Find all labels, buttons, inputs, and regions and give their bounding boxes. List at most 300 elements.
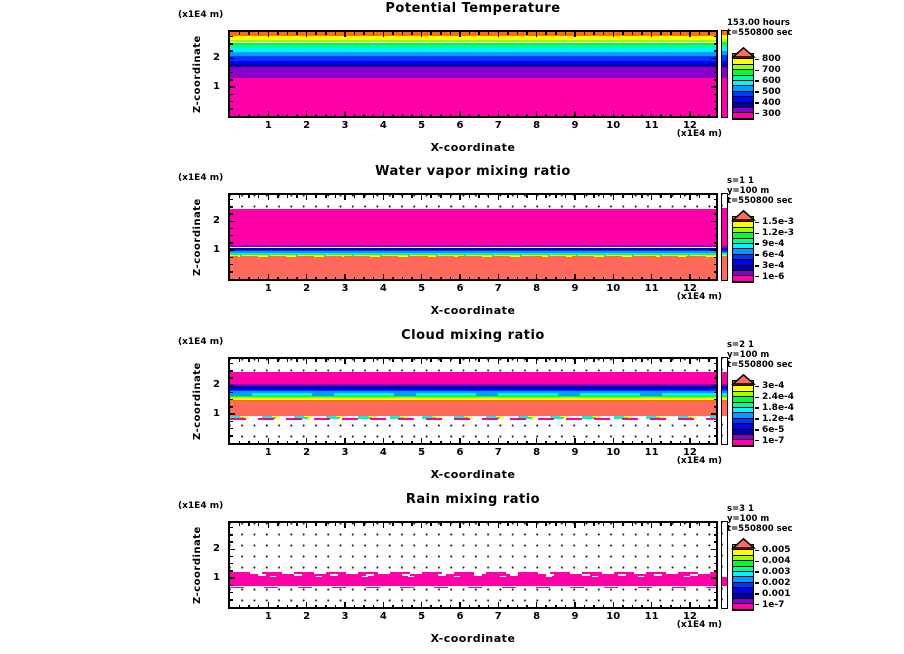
- y-tick-label: 2: [213, 543, 220, 555]
- x-tick-label: 8: [533, 611, 541, 622]
- axis-tick: [714, 213, 717, 215]
- axis-tick: [363, 114, 365, 117]
- axis-tick: [277, 523, 279, 526]
- axis-tick: [230, 58, 235, 60]
- axis-tick: [603, 114, 605, 117]
- axis-tick: [344, 32, 346, 37]
- axis-tick: [459, 32, 461, 37]
- axis-tick: [622, 605, 624, 608]
- x-tick-label: 3: [341, 120, 349, 131]
- axis-tick: [277, 114, 279, 117]
- y-tick-label: 1: [213, 81, 220, 93]
- contour-band: [230, 67, 716, 78]
- axis-tick: [239, 359, 241, 362]
- axis-tick: [392, 195, 394, 198]
- colorbar-label: 1.8e-4: [762, 403, 795, 414]
- colorbar-tick: [755, 113, 759, 115]
- axis-tick: [230, 221, 235, 223]
- axis-tick: [344, 523, 346, 528]
- profile-band: [722, 372, 727, 384]
- axis-tick: [450, 114, 452, 117]
- colorbar-tick: [755, 254, 759, 256]
- x-tick-label: 11: [644, 611, 659, 622]
- legend-line: t=550800 sec: [727, 28, 793, 38]
- axis-tick: [459, 274, 461, 279]
- axis-tick: [651, 274, 653, 279]
- colorbar-tick: [755, 561, 759, 563]
- profile-band: [722, 67, 727, 78]
- colorbar: [732, 544, 791, 611]
- axis-tick: [536, 32, 538, 37]
- axis-tick: [714, 94, 717, 96]
- axis-tick: [296, 441, 298, 444]
- axis-tick: [469, 605, 471, 608]
- axis-tick: [507, 277, 509, 280]
- axis-tick: [536, 111, 538, 116]
- y-axis-label: Z-coordinate: [192, 526, 203, 604]
- legend-line: s=1 1: [727, 176, 754, 186]
- axis-tick: [230, 406, 233, 408]
- axis-tick: [714, 377, 717, 379]
- profile-strip: [721, 521, 728, 609]
- x-tick-label: 2: [303, 611, 311, 622]
- axis-tick: [545, 114, 547, 117]
- axis-tick: [708, 277, 710, 280]
- axis-tick: [421, 195, 423, 200]
- colorbar: [732, 380, 795, 447]
- axis-tick: [714, 65, 717, 67]
- axis-tick: [363, 523, 365, 526]
- axis-tick: [325, 441, 327, 444]
- axis-tick: [230, 43, 233, 45]
- axis-tick: [248, 523, 250, 526]
- axis-tick: [230, 242, 233, 244]
- axis-tick: [296, 523, 298, 526]
- x-tick-label: 9: [571, 283, 579, 294]
- axis-tick: [248, 605, 250, 608]
- axis-tick: [536, 274, 538, 279]
- panel-cloud-mixing-ratio: [0, 327, 904, 490]
- axis-tick: [622, 195, 624, 198]
- axis-tick: [268, 195, 270, 200]
- axis-tick: [373, 114, 375, 117]
- axis-tick: [268, 359, 270, 364]
- axis-tick: [469, 32, 471, 35]
- colorbar-tick: [755, 265, 759, 267]
- colorbar-label: 500: [762, 86, 781, 97]
- colorbar-tick: [755, 102, 759, 104]
- axis-tick: [354, 359, 356, 362]
- axis-tick: [632, 359, 634, 362]
- axis-tick: [230, 549, 235, 551]
- axis-tick: [315, 523, 317, 526]
- axis-tick: [699, 605, 701, 608]
- axis-tick: [651, 523, 653, 528]
- colorbar-tick: [755, 397, 759, 399]
- x-tick-label: 8: [533, 283, 541, 294]
- profile-band: [722, 256, 727, 280]
- axis-tick: [498, 359, 500, 364]
- axis-tick: [478, 32, 480, 35]
- axis-tick: [306, 274, 308, 279]
- axis-tick: [526, 605, 528, 608]
- axis-tick: [632, 32, 634, 35]
- axis-tick: [335, 32, 337, 35]
- axis-tick: [230, 363, 233, 365]
- y-tick-label: 2: [213, 379, 220, 391]
- axis-tick: [258, 359, 260, 362]
- axis-tick: [258, 114, 260, 117]
- axis-tick: [507, 441, 509, 444]
- axis-tick: [335, 605, 337, 608]
- x-tick-label: 6: [456, 120, 464, 131]
- axis-tick: [230, 36, 233, 38]
- axis-tick: [325, 32, 327, 35]
- axis-tick: [689, 359, 691, 364]
- axis-tick: [680, 32, 682, 35]
- axis-tick: [430, 32, 432, 35]
- x-axis-unit: (x1E4 m): [676, 620, 722, 630]
- axis-tick: [536, 359, 538, 364]
- axis-tick: [469, 277, 471, 280]
- axis-tick: [526, 277, 528, 280]
- axis-tick: [517, 277, 519, 280]
- axis-tick: [565, 32, 567, 35]
- axis-tick: [584, 523, 586, 526]
- profile-band: [722, 577, 727, 586]
- axis-tick: [584, 277, 586, 280]
- plot-title: Cloud mixing ratio: [401, 328, 545, 343]
- axis-tick: [392, 523, 394, 526]
- x-tick-label: 4: [379, 611, 387, 622]
- axis-tick: [603, 605, 605, 608]
- axis-tick: [230, 370, 233, 372]
- y-axis-unit: (x1E4 m): [178, 173, 224, 183]
- axis-tick: [565, 277, 567, 280]
- axis-tick: [440, 441, 442, 444]
- axis-tick: [680, 277, 682, 280]
- axis-tick: [660, 277, 662, 280]
- x-axis-label: X-coordinate: [430, 304, 516, 317]
- x-tick-label: 4: [379, 447, 387, 458]
- colorbar-label: 600: [762, 76, 781, 87]
- y-axis-label: Z-coordinate: [192, 198, 203, 276]
- colorbar-label: 6e-5: [762, 424, 785, 435]
- axis-tick: [344, 195, 346, 200]
- axis-tick: [383, 602, 385, 607]
- axis-tick: [402, 441, 404, 444]
- axis-tick: [574, 274, 576, 279]
- x-tick-label: 3: [341, 283, 349, 294]
- axis-tick: [711, 385, 716, 387]
- axis-tick: [603, 441, 605, 444]
- axis-tick: [622, 114, 624, 117]
- axis-tick: [660, 523, 662, 526]
- axis-tick: [555, 359, 557, 362]
- legend-line: s=2 1: [727, 340, 754, 350]
- axis-tick: [421, 602, 423, 607]
- axis-tick: [248, 359, 250, 362]
- axis-tick: [478, 523, 480, 526]
- axis-tick: [287, 32, 289, 35]
- axis-tick: [230, 101, 233, 103]
- axis-tick: [296, 277, 298, 280]
- axis-tick: [335, 114, 337, 117]
- x-tick-label: 7: [494, 447, 502, 458]
- axis-tick: [613, 438, 615, 443]
- axis-tick: [613, 111, 615, 116]
- axis-tick: [354, 195, 356, 198]
- profile-strip: [721, 193, 728, 281]
- axis-tick: [593, 32, 595, 35]
- axis-tick: [651, 359, 653, 364]
- axis-tick: [383, 32, 385, 37]
- axis-tick: [517, 523, 519, 526]
- axis-tick: [670, 523, 672, 526]
- x-tick-label: 10: [606, 283, 621, 294]
- x-tick-label: 2: [303, 120, 311, 131]
- colorbar-label: 0.003: [762, 567, 791, 578]
- axis-tick: [344, 359, 346, 364]
- axis-tick: [230, 421, 233, 423]
- axis-tick: [517, 32, 519, 35]
- axis-tick: [411, 605, 413, 608]
- axis-tick: [230, 79, 233, 81]
- axis-tick: [670, 277, 672, 280]
- axis-tick: [714, 556, 717, 558]
- contour-band: [230, 256, 716, 279]
- y-axis-label: Z-coordinate: [192, 362, 203, 440]
- axis-tick: [430, 523, 432, 526]
- axis-tick: [660, 32, 662, 35]
- x-tick-label: 9: [571, 447, 579, 458]
- plot-area: [228, 30, 718, 118]
- axis-tick: [430, 359, 432, 362]
- axis-tick: [565, 441, 567, 444]
- axis-tick: [440, 605, 442, 608]
- x-tick-label: 5: [418, 283, 426, 294]
- axis-tick: [565, 523, 567, 526]
- axis-tick: [230, 592, 233, 594]
- colorbar-tick: [755, 593, 759, 595]
- axis-tick: [392, 605, 394, 608]
- axis-tick: [545, 523, 547, 526]
- axis-tick: [411, 441, 413, 444]
- axis-tick: [714, 199, 717, 201]
- colorbar-tick: [755, 429, 759, 431]
- axis-tick: [584, 605, 586, 608]
- axis-tick: [574, 195, 576, 200]
- axis-tick: [574, 32, 576, 37]
- axis-tick: [363, 32, 365, 35]
- axis-tick: [430, 114, 432, 117]
- axis-tick: [402, 359, 404, 362]
- axis-tick: [714, 79, 717, 81]
- axis-tick: [545, 359, 547, 362]
- axis-tick: [248, 441, 250, 444]
- colorbar-label: 0.004: [762, 556, 791, 567]
- axis-tick: [660, 605, 662, 608]
- axis-tick: [699, 114, 701, 117]
- axis-tick: [469, 114, 471, 117]
- axis-tick: [239, 32, 241, 35]
- axis-tick: [459, 359, 461, 364]
- profile-band: [722, 78, 727, 117]
- axis-tick: [287, 605, 289, 608]
- colorbar-label: 1e-6: [762, 271, 785, 282]
- axis-tick: [459, 602, 461, 607]
- x-tick-label: 5: [418, 120, 426, 131]
- profile-strip: [721, 30, 728, 118]
- axis-tick: [714, 50, 717, 52]
- axis-tick: [708, 359, 710, 362]
- axis-tick: [584, 441, 586, 444]
- x-tick-label: 2: [303, 447, 311, 458]
- axis-tick: [555, 277, 557, 280]
- axis-tick: [354, 277, 356, 280]
- contour-dash-line: [230, 572, 716, 574]
- axis-tick: [488, 32, 490, 35]
- legend-line: t=550800 sec: [727, 196, 793, 206]
- x-tick-label: 11: [644, 447, 659, 458]
- axis-tick: [711, 221, 716, 223]
- legend-line: y=100 m: [727, 514, 770, 524]
- y-axis-unit: (x1E4 m): [178, 501, 224, 511]
- y-tick-label: 2: [213, 52, 220, 64]
- colorbar-label: 700: [762, 65, 781, 76]
- axis-tick: [344, 274, 346, 279]
- axis-tick: [325, 523, 327, 526]
- axis-tick: [507, 359, 509, 362]
- axis-tick: [714, 435, 717, 437]
- axis-tick: [641, 605, 643, 608]
- axis-tick: [392, 277, 394, 280]
- axis-tick: [507, 605, 509, 608]
- axis-tick: [545, 32, 547, 35]
- legend-line: t=550800 sec: [727, 360, 793, 370]
- axis-tick: [680, 605, 682, 608]
- axis-tick: [584, 195, 586, 198]
- axis-tick: [392, 359, 394, 362]
- contour-band: [230, 577, 716, 586]
- x-tick-label: 9: [571, 611, 579, 622]
- colorbar-label: 1e-7: [762, 599, 785, 610]
- colorbar-tick: [755, 550, 759, 552]
- axis-tick: [714, 541, 717, 543]
- x-axis-label: X-coordinate: [430, 141, 516, 154]
- x-tick-label: 10: [606, 120, 621, 131]
- axis-tick: [402, 114, 404, 117]
- colorbar-tick: [755, 80, 759, 82]
- x-tick-label: 8: [533, 120, 541, 131]
- contour-dash-line: [230, 393, 716, 396]
- axis-tick: [315, 277, 317, 280]
- axis-tick: [277, 277, 279, 280]
- plot-title: Rain mixing ratio: [405, 492, 541, 507]
- axis-tick: [230, 534, 233, 536]
- axis-tick: [714, 257, 717, 259]
- axis-tick: [268, 32, 270, 37]
- axis-tick: [478, 114, 480, 117]
- axis-tick: [230, 413, 235, 415]
- axis-tick: [315, 195, 317, 198]
- axis-tick: [545, 441, 547, 444]
- axis-tick: [230, 206, 233, 208]
- axis-tick: [440, 195, 442, 198]
- colorbar-over-arrow: [731, 534, 756, 553]
- colorbar-tick: [755, 440, 759, 442]
- axis-tick: [258, 277, 260, 280]
- axis-tick: [488, 114, 490, 117]
- axis-tick: [708, 114, 710, 117]
- axis-tick: [248, 32, 250, 35]
- axis-tick: [450, 195, 452, 198]
- colorbar-tick: [755, 233, 759, 235]
- axis-tick: [714, 370, 717, 372]
- axis-tick: [315, 441, 317, 444]
- axis-tick: [670, 605, 672, 608]
- axis-tick: [699, 441, 701, 444]
- axis-tick: [230, 556, 233, 558]
- colorbar-label: 1.2e-3: [762, 228, 795, 239]
- axis-tick: [230, 399, 233, 401]
- axis-tick: [354, 114, 356, 117]
- axis-tick: [277, 359, 279, 362]
- x-tick-label: 9: [571, 120, 579, 131]
- axis-tick: [363, 195, 365, 198]
- colorbar-label: 9e-4: [762, 239, 785, 250]
- axis-tick: [230, 271, 233, 273]
- colorbar-label: 300: [762, 108, 781, 119]
- axis-tick: [469, 195, 471, 198]
- axis-tick: [584, 114, 586, 117]
- x-tick-label: 6: [456, 611, 464, 622]
- axis-tick: [714, 592, 717, 594]
- x-tick-label: 5: [418, 447, 426, 458]
- axis-tick: [239, 441, 241, 444]
- axis-tick: [373, 32, 375, 35]
- axis-tick: [526, 114, 528, 117]
- axis-tick: [421, 523, 423, 528]
- axis-tick: [411, 32, 413, 35]
- axis-tick: [651, 32, 653, 37]
- axis-tick: [699, 277, 701, 280]
- axis-tick: [574, 602, 576, 607]
- axis-tick: [555, 605, 557, 608]
- axis-tick: [230, 199, 233, 201]
- axis-tick: [641, 441, 643, 444]
- axis-tick: [593, 277, 595, 280]
- axis-tick: [344, 111, 346, 116]
- colorbar-label: 0.002: [762, 577, 791, 588]
- x-tick-label: 8: [533, 447, 541, 458]
- x-tick-label: 5: [418, 611, 426, 622]
- axis-tick: [651, 195, 653, 200]
- axis-tick: [239, 523, 241, 526]
- colorbar-tick: [755, 407, 759, 409]
- axis-tick: [450, 32, 452, 35]
- axis-tick: [711, 549, 716, 551]
- colorbar-label: 0.005: [762, 545, 791, 556]
- axis-tick: [325, 605, 327, 608]
- axis-tick: [488, 605, 490, 608]
- axis-tick: [306, 359, 308, 364]
- colorbar-label: 1.5e-3: [762, 217, 795, 228]
- axis-tick: [488, 277, 490, 280]
- axis-tick: [651, 438, 653, 443]
- axis-tick: [714, 421, 717, 423]
- axis-tick: [526, 441, 528, 444]
